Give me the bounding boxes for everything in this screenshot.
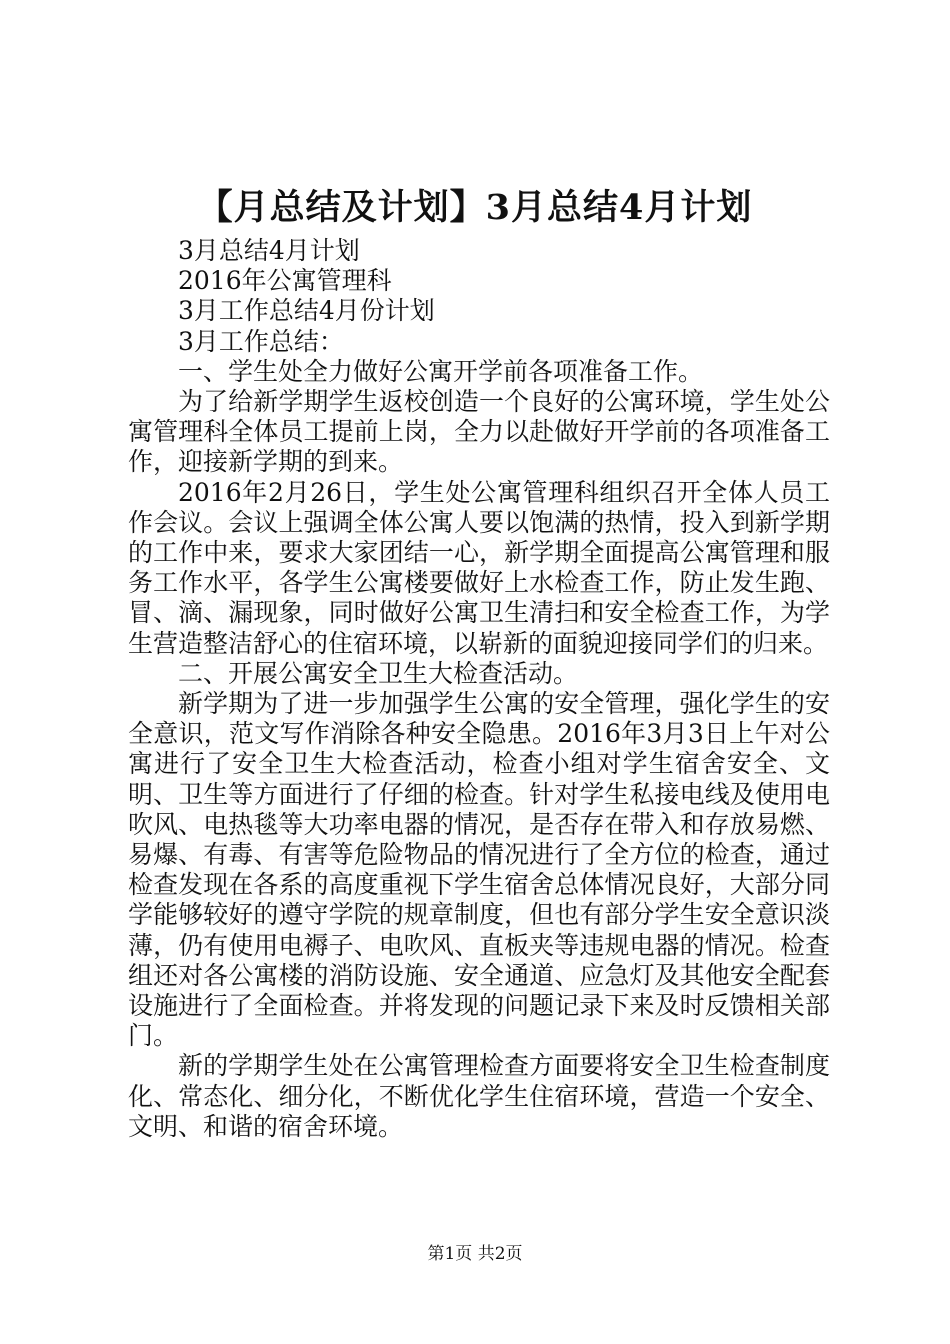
paragraph: 新学期为了进一步加强学生公寓的安全管理，强化学生的安全意识，范文写作消除各种安全隐患。2016年3月3日上午对公寓进行了安全卫生大检查活动，检查小组对学生宿舍安全、文明、卫生等方面进行了仔细的检查。针对学生私接电线及使用电吹风、电热毯等大功率电器的情况，是否存在带入和存放易燃、易爆、有毒、有害等危险物品的情况进行了全方位的检查，通过检查发现在各系的高度重视下学生宿舍总体情况良好，大部分同学能够较好的遵守学院的规章制度，但也有部分学生安全意识淡薄，仍有使用电褥子、电吹风、直板夹等违规电器的情况。检查组还对各公寓楼的消防设施、安全通道、应急灯及其他安全配套设施进行了全面检查。并将发现的问题记录下来及时反馈相关部门。 [128,689,830,1051]
section-heading: 一、学生处全力做好公寓开学前各项准备工作。 [178,356,704,386]
paragraph: 3月工作总结： [178,326,344,356]
section-heading: 二、开展公寓安全卫生大检查活动。 [178,658,579,688]
paragraph: 2016年公寓管理科 [178,266,392,296]
paragraph: 2016年2月26日，学生处公寓管理科组织召开全体人员工作会议。会议上强调全体公寓人要以饱满的热情，投入到新学期的工作中来，要求大家团结一心，新学期全面提高公寓管理和服务工作水平，各学生公寓楼要做好上水检查工作，防止发生跑、冒、滴、漏现象，同时做好公寓卫生清扫和安全检查工作，为学生营造整洁舒心的住宿环境，以崭新的面貌迎接同学们的归来。 [128,477,830,658]
document-body [128,236,830,1142]
document-title: 【月总结及计划】3月总结4月计划 [197,187,753,228]
paragraph: 3月总结4月计划 [178,236,360,265]
page-footer: 第1页 共2页 [427,1244,523,1264]
paragraph: 3月工作总结4月份计划 [178,296,435,326]
paragraph: 新的学期学生处在公寓管理检查方面要将安全卫生检查制度化、常态化、细分化，不断优化学生住宿环境，营造一个安全、文明、和谐的宿舍环境。 [128,1051,830,1141]
paragraph: 为了给新学期学生返校创造一个良好的公寓环境，学生处公寓管理科全体员工提前上岗，全力以赴做好开学前的各项准备工作，迎接新学期的到来。 [128,387,830,477]
